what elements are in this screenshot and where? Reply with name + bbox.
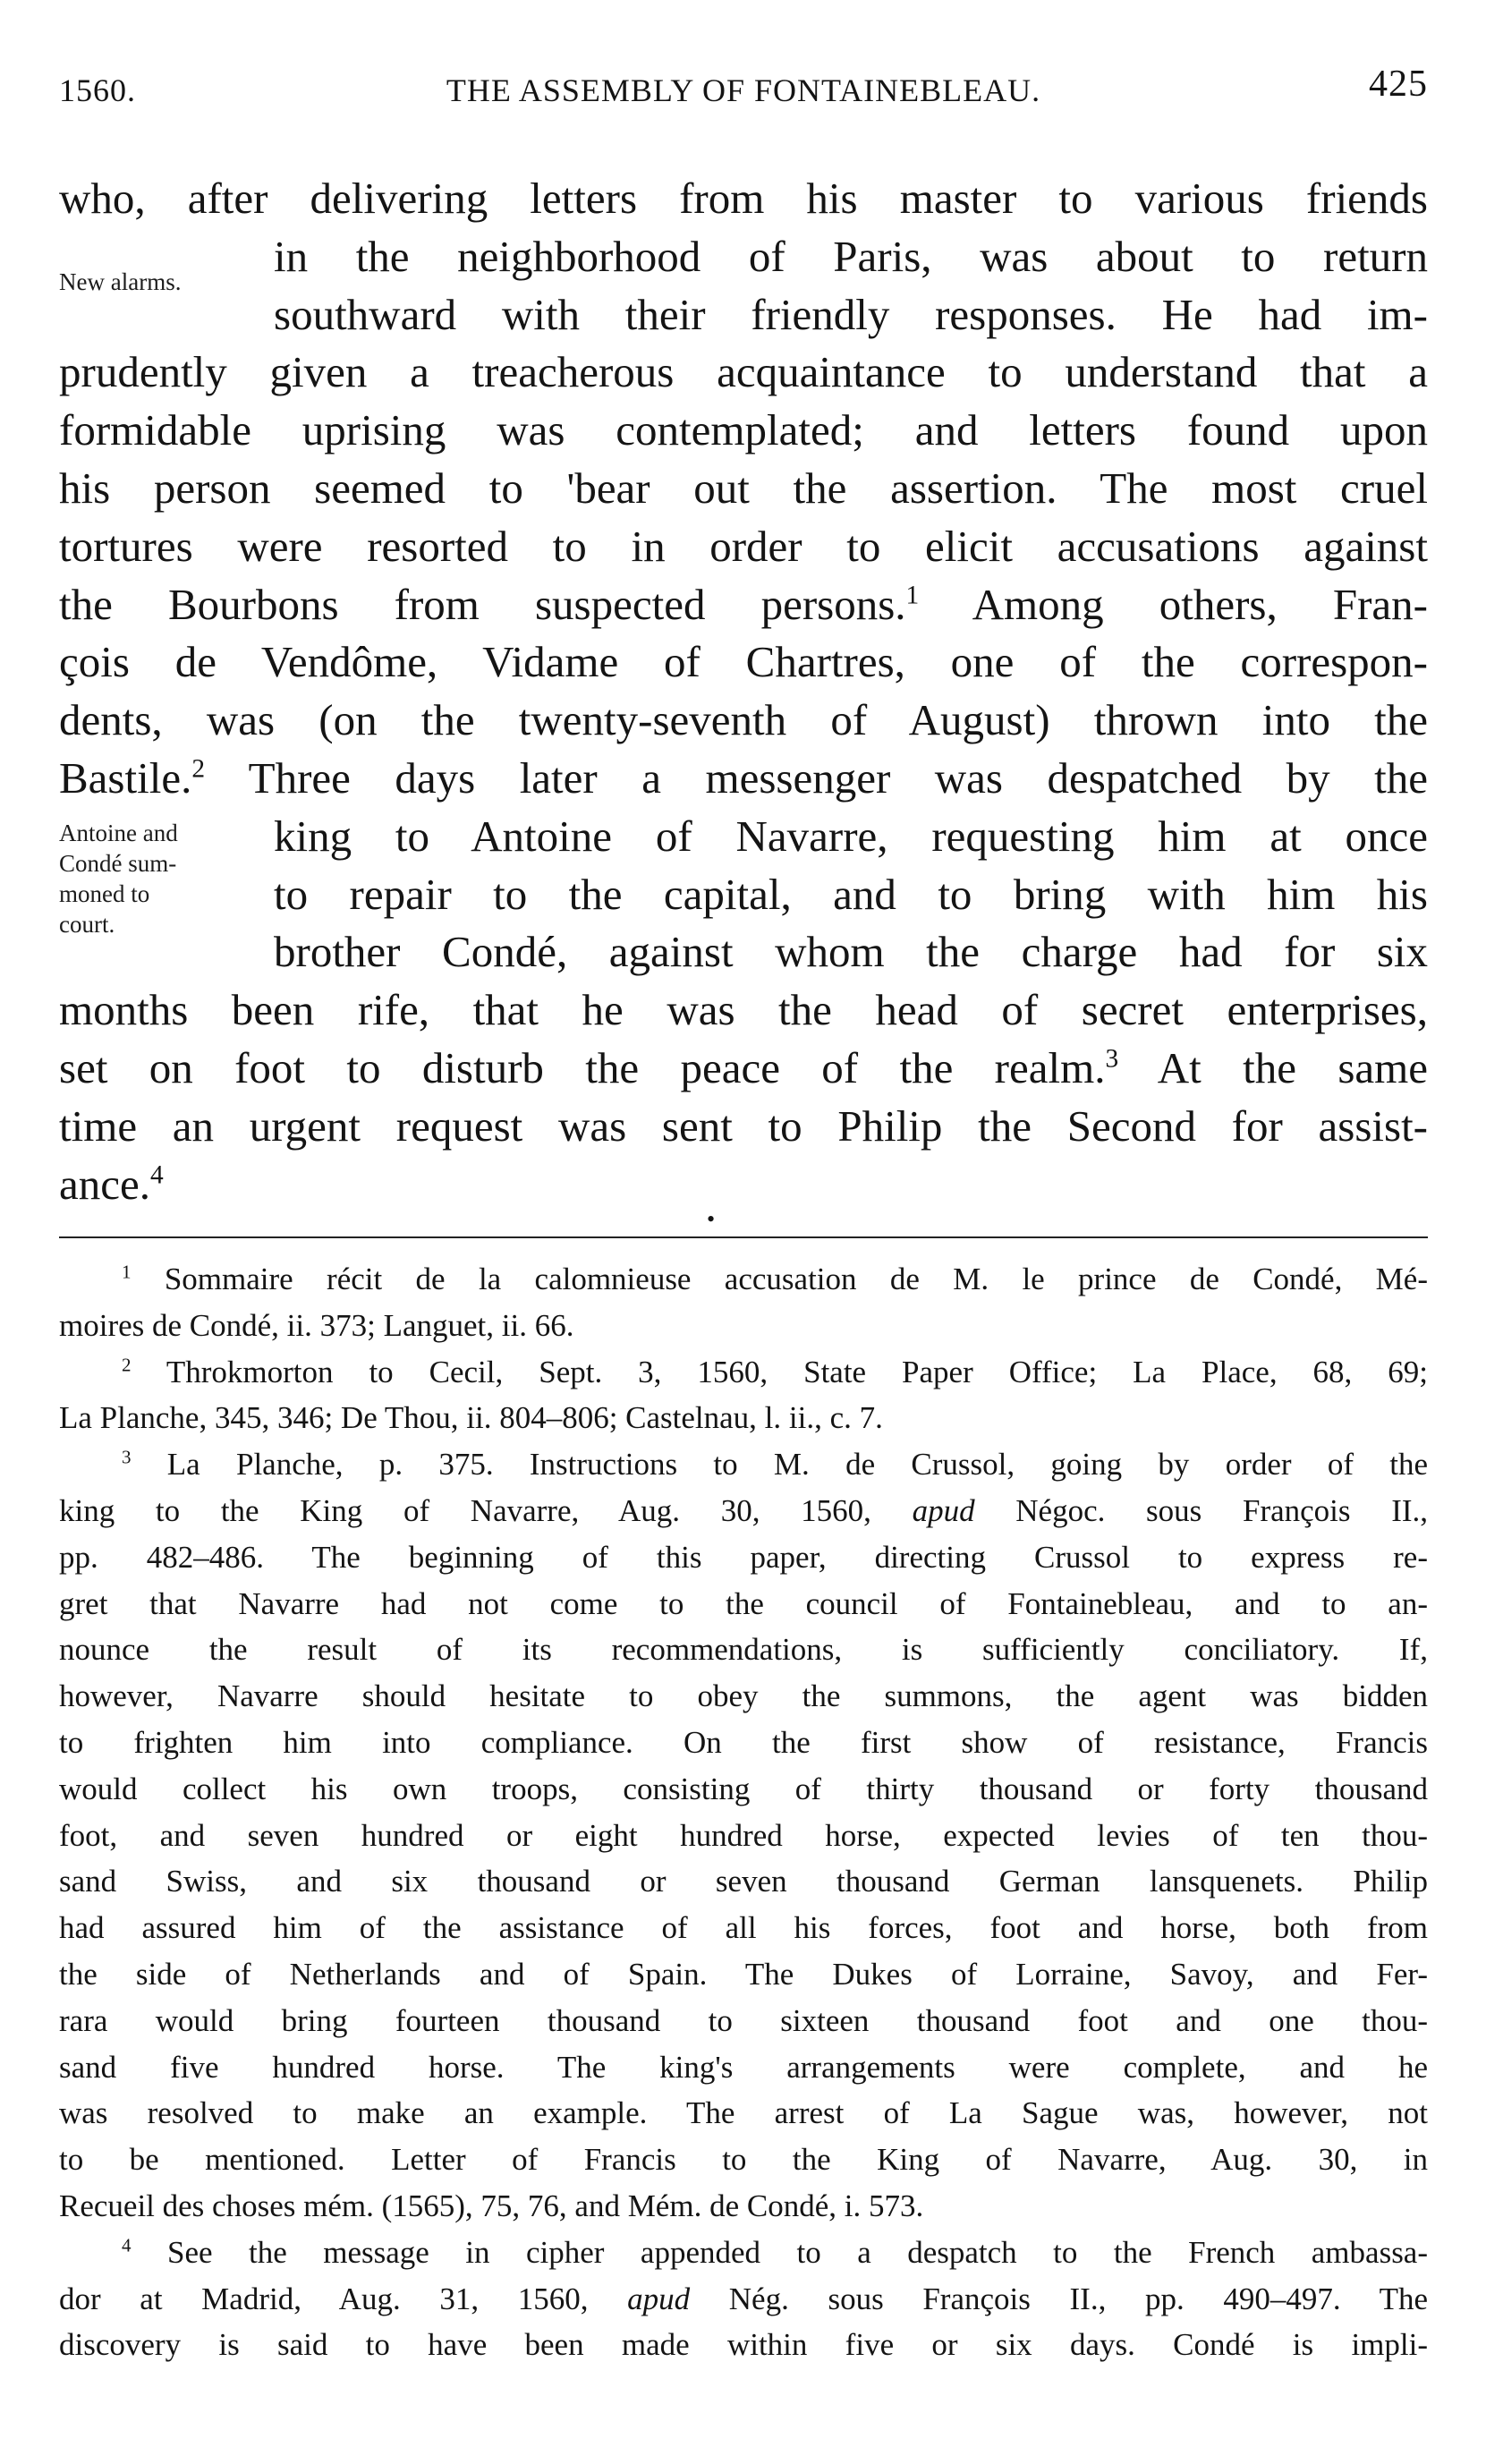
text-line: southward with their friendly responses. He had im- (274, 289, 1428, 339)
footnote-line: pp. 482–486. The beginning of this paper, directing Crussol to express re- (59, 1539, 1428, 1575)
footnote-line: the side of Netherlands and of Spain. The Dukes of Lorraine, Savoy, and Fer- (59, 1956, 1428, 1992)
footnote-line (59, 2276, 1428, 2323)
footnote-text: La Planche, p. 375. Instructions to M. de Crussol, going by order of the (166, 1447, 1429, 1483)
side-note-line: court. (59, 911, 115, 938)
footnote-ref[interactable]: 3 (1105, 1044, 1119, 1074)
footnote-3 (59, 1441, 1428, 1488)
text-line: dents, was (on the twenty-seventh of August) thrown into the (59, 695, 1428, 745)
footnote-ref[interactable]: 4 (150, 1160, 164, 1190)
side-note-line: moned to (59, 880, 150, 907)
footnote-line: moires de Condé, ii. 373; Languet, ii. 66. (59, 1307, 574, 1343)
text-line: çois de Vendôme, Vidame of Chartres, one of the correspon- (59, 637, 1428, 687)
footnote-number: 4 (122, 2234, 132, 2256)
text-line (59, 1156, 1428, 1214)
footnote-text: Nég. sous François II., pp. 490–497. The (728, 2281, 1429, 2316)
footnote-4 (59, 2230, 1428, 2276)
footnote-text: Négoc. sous François II., (1015, 1492, 1429, 1528)
text-segment: ance. (59, 1159, 150, 1209)
footnote-number: 3 (122, 1446, 132, 1468)
side-note-line: Condé sum- (59, 850, 177, 877)
header-year: 1560. (59, 72, 136, 108)
footnote-line: nounce the result of its recommendations, is sufficiently conciliatory. If, (59, 1632, 1428, 1668)
text-line: formidable uprising was contemplated; and letters found upon (59, 405, 1428, 455)
footnote-line (59, 1488, 1428, 1534)
footnote-italic: apud (912, 1492, 975, 1528)
text-line: tortures were resorted to in order to elicit accusations against (59, 521, 1428, 571)
text-segment: the Bourbons from suspected persons. (59, 579, 906, 629)
text-line: in the neighborhood of Paris, was about to return (274, 231, 1428, 281)
footnote-text: king to the King of Navarre, Aug. 30, 1560, (59, 1492, 871, 1528)
footnote-line: foot, and seven hundred or eight hundred horse, expected levies of ten thou- (59, 1817, 1428, 1853)
footnote-2 (59, 1349, 1428, 1396)
footnote-line: Recueil des choses mém. (1565), 75, 76, and Mém. de Condé, i. 573. (59, 2188, 924, 2223)
main-text (59, 170, 1428, 1213)
footnote-line: sand Swiss, and six thousand or seven thousand German lansquenets. Philip (59, 1864, 1428, 1899)
footnotes (59, 1256, 1428, 2368)
text-line: who, after delivering letters from his master to various friends (59, 174, 1428, 223)
footnote-italic: apud (627, 2281, 691, 2316)
footnote-line: however, Navarre should hesitate to obey the summons, the agent was bidden (59, 1678, 1428, 1714)
footnote-text: Sommaire récit de la calomnieuse accusation de M. le prince de Condé, Mé- (164, 1262, 1428, 1296)
text-line: brother Condé, against whom the charge had for six (274, 927, 1428, 977)
footnote-text: Throkmorton to Cecil, Sept. 3, 1560, State Paper Office; La Place, 68, 69; (166, 1354, 1428, 1389)
footnote-number: 2 (122, 1353, 132, 1375)
footnote-line: to frighten him into compliance. On the first show of resistance, Francis (59, 1724, 1428, 1760)
text-line: to repair to the capital, and to bring with him his (274, 869, 1428, 919)
text-segment: At the same (1118, 1042, 1429, 1092)
text-segment: Among others, Fran- (919, 579, 1428, 629)
footnote-text: See the message in cipher appended to a despatch to the French ambassa- (166, 2234, 1428, 2270)
text-segment: set on foot to disturb the peace of the realm. (59, 1042, 1106, 1092)
footnote-line: had assured him of the assistance of all his forces, foot and horse, both from (59, 1910, 1428, 1946)
text-line: king to Antoine of Navarre, requesting him at once (274, 811, 1428, 861)
text-line (59, 576, 1428, 634)
page-number: 425 (1369, 64, 1428, 105)
footnote-number: 1 (122, 1261, 132, 1283)
footnote-line: sand five hundred horse. The king's arrangements were complete, and he (59, 2049, 1428, 2085)
footnote-line: gret that Navarre had not come to the council of Fontainebleau, and to an- (59, 1585, 1428, 1621)
footnote-line: would collect his own troops, consisting of thirty thousand or forty thousand (59, 1771, 1428, 1806)
text-line: his person seemed to 'bear out the assertion. The most cruel (59, 463, 1428, 513)
footnote-line: La Planche, 345, 346; De Thou, ii. 804–806; Castelnau, l. ii., c. 7. (59, 1400, 883, 1436)
footnote-ref[interactable]: 2 (191, 754, 206, 784)
footnote-1 (59, 1256, 1428, 1303)
text-segment: Three days later a messenger was despatched by the (205, 752, 1428, 803)
header-title: THE ASSEMBLY OF FONTAINEBLEAU. (446, 72, 1041, 108)
running-header (59, 63, 1428, 116)
footnote-line: was resolved to make an example. The arrest of La Sague was, however, not (59, 2095, 1428, 2131)
text-line: months been rife, that he was the head of secret enterprises, (59, 985, 1428, 1035)
footnote-ref[interactable]: 1 (905, 581, 920, 610)
footnote-line: rara would bring fourteen thousand to sixteen thousand foot and one thou- (59, 2002, 1428, 2038)
footnote-rule (59, 1236, 1428, 1238)
side-note-line: Antoine and (59, 820, 178, 846)
side-note-new-alarms: New alarms. (59, 268, 182, 295)
footnote-text: dor at Madrid, Aug. 31, 1560, (59, 2281, 589, 2316)
printer-mark: • (707, 1206, 716, 1232)
text-line (59, 1040, 1428, 1098)
footnote-line: to be mentioned. Letter of Francis to the King of Navarre, Aug. 30, in (59, 2142, 1428, 2178)
text-line (59, 750, 1428, 808)
footnote-line: discovery is said to have been made within five or six days. Condé is impli- (59, 2327, 1428, 2363)
text-line: prudently given a treacherous acquaintance to understand that a (59, 347, 1428, 397)
text-line: time an urgent request was sent to Philip the Second for assist- (59, 1100, 1428, 1151)
text-segment: Bastile. (59, 752, 192, 803)
